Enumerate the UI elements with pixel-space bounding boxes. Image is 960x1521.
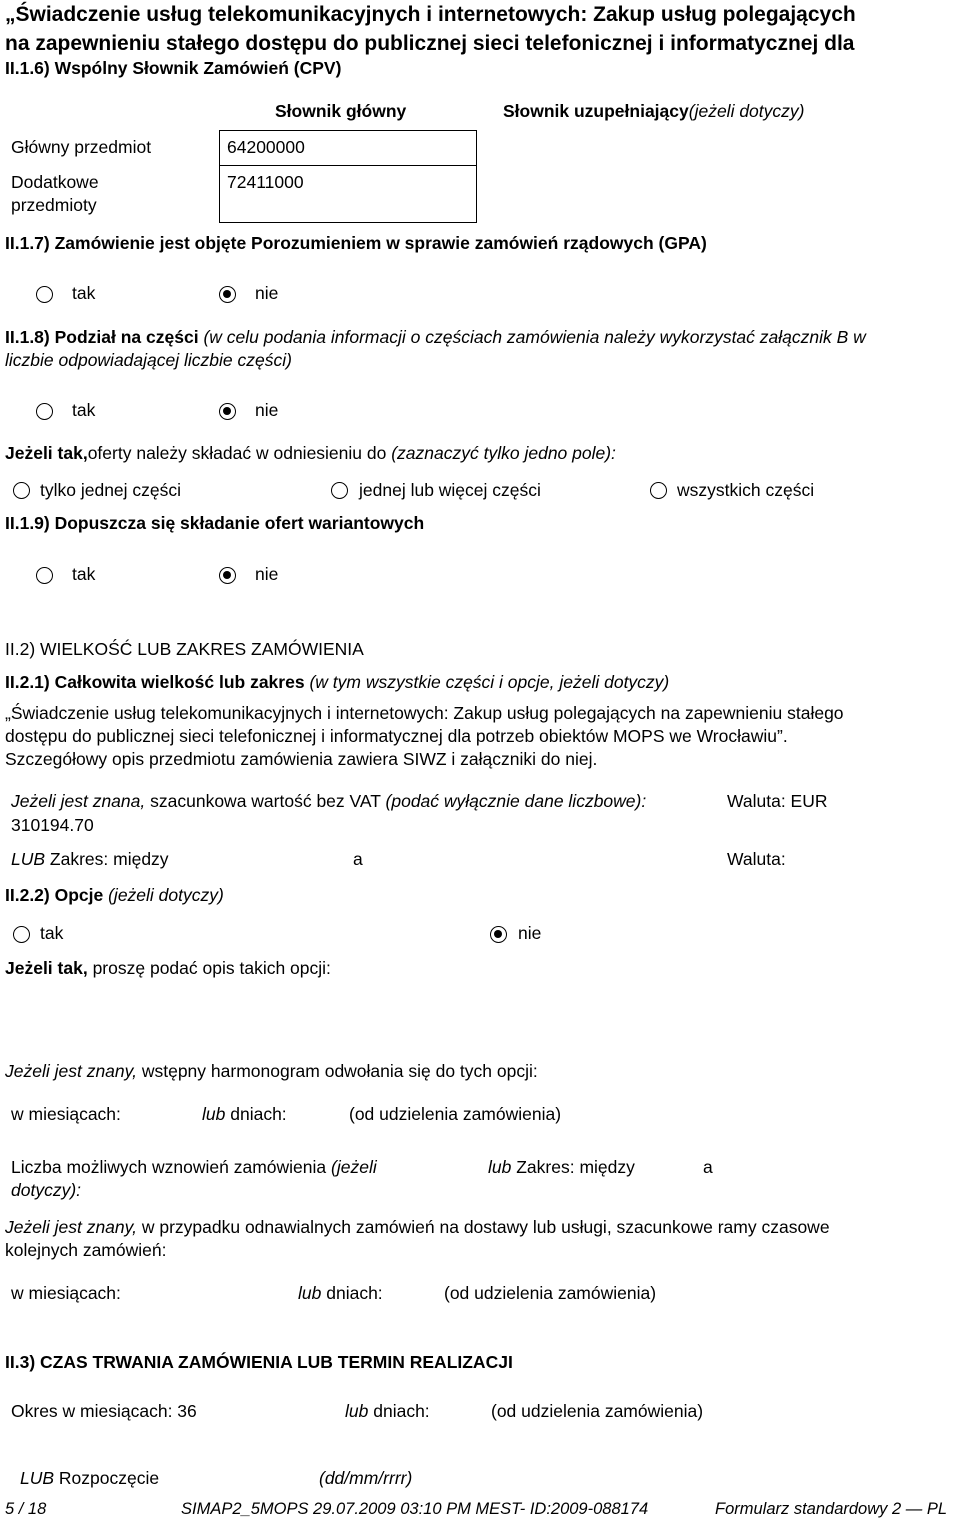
renewals-range-a: a [703, 1157, 713, 1177]
parts-if-yes-text: oferty należy składać w odniesieniu do [87, 443, 387, 463]
schedule-months-label: w miesiącach: [11, 1104, 121, 1124]
duration-start-label: Rozpoczęcie [58, 1468, 160, 1488]
parts-option-one-or-more-radio[interactable] [331, 482, 348, 499]
renewals-range-line [488, 1157, 635, 1178]
scope-estimate-line [11, 791, 646, 812]
scope-estimated-value: 310194.70 [11, 815, 94, 835]
cpv-additional-code-cell [219, 165, 477, 223]
schedule-from-award: (od udzielenia zamówienia) [349, 1104, 562, 1124]
options-no-radio[interactable] [490, 926, 507, 943]
cpv-supplementary-note: (jeżeli dotyczy) [688, 101, 805, 121]
scope-sub-heading-note: (w tym wszystkie części i opcje, jeżeli dotyczy) [309, 672, 670, 692]
options-heading-note: (jeżeli dotyczy) [108, 885, 224, 905]
cpv-main-column-header: Słownik główny [275, 101, 407, 121]
framework-line-2: kolejnych zamówień: [5, 1240, 167, 1260]
framework-if-known: Jeżeli jest znany, [5, 1217, 137, 1237]
parts-if-yes-note: (zaznaczyć tylko jedno pole): [391, 443, 616, 463]
parts-no-radio[interactable] [219, 403, 236, 420]
cpv-supplementary-column-header [503, 101, 804, 122]
renewals-range-or: lub [488, 1157, 512, 1177]
framework-from-award: (od udzielenia zamówienia) [444, 1283, 657, 1303]
framework-text: w przypadku odnawialnych zamówień na dostawy lub usługi, szacunkowe ramy czasowe [141, 1217, 830, 1237]
cpv-supplementary-label: Słownik uzupełniający [503, 101, 689, 121]
schedule-intro-text: wstępny harmonogram odwołania się do tych opcji: [141, 1061, 538, 1081]
gpa-no-radio[interactable] [219, 286, 236, 303]
variants-heading: II.1.9) Dopuszcza się składanie ofert wariantowych [5, 513, 425, 533]
options-if-yes-text: proszę podać opis takich opcji: [92, 958, 331, 978]
gpa-heading: II.1.7) Zamówienie jest objęte Porozumieniem w sprawie zamówień rządowych (GPA) [5, 233, 707, 253]
options-if-yes-bold: Jeżeli tak, [5, 958, 88, 978]
scope-range-currency: Waluta: [727, 849, 786, 869]
parts-yes-label: tak [72, 400, 96, 420]
schedule-intro [5, 1061, 538, 1082]
parts-if-yes-bold: Jeżeli tak, [5, 443, 88, 463]
options-heading [5, 885, 224, 906]
scope-range-a: a [353, 849, 363, 869]
scope-sub-heading-bold: II.2.1) Całkowita wielkość lub zakres [5, 672, 305, 692]
scope-description-line-3: Szczegółowy opis przedmiotu zamówienia zawiera SIWZ i załączniki do niej. [5, 749, 598, 769]
renewals-text: Liczba możliwych wznowień zamówienia [11, 1157, 327, 1177]
cpv-additional-label-2: przedmioty [11, 195, 97, 215]
duration-start-line [20, 1468, 159, 1489]
parts-heading: II.1.8) Podział na części [5, 327, 199, 347]
schedule-days-or: lub [202, 1104, 226, 1124]
scope-estimate-note: (podać wyłącznie dane liczbowe): [385, 791, 647, 811]
duration-start-or: LUB [20, 1468, 55, 1488]
footer-form-name: Formularz standardowy 2 — PL [715, 1500, 948, 1518]
document-title-line-1: „Świadczenie usług telekomunikacyjnych i internetowych: Zakup usług polegających [5, 3, 856, 26]
gpa-yes-label: tak [72, 283, 96, 303]
parts-option-one-radio[interactable] [13, 482, 30, 499]
renewals-line-1 [11, 1157, 377, 1178]
gpa-no-label: nie [255, 283, 279, 303]
parts-no-label: nie [255, 400, 279, 420]
cpv-additional-code: 72411000 [227, 172, 304, 192]
schedule-intro-if-known: Jeżeli jest znany, [5, 1061, 137, 1081]
scope-range-text: Zakres: między [49, 849, 169, 869]
duration-months: Okres w miesiącach: 36 [11, 1401, 197, 1421]
options-yes-radio[interactable] [13, 926, 30, 943]
scope-range-line [11, 849, 169, 870]
duration-start-format: (dd/mm/rrrr) [319, 1468, 413, 1488]
parts-heading-line-1 [5, 327, 866, 348]
scope-estimate-text: szacunkowa wartość bez VAT [150, 791, 381, 811]
cpv-main-object-label: Główny przedmiot [11, 137, 152, 157]
scope-currency: Waluta: EUR [727, 791, 828, 811]
parts-option-all-label: wszystkich części [677, 480, 815, 500]
footer-page-number: 5 / 18 [5, 1500, 47, 1518]
cpv-additional-label-1: Dodatkowe [11, 172, 99, 192]
variants-yes-label: tak [72, 564, 96, 584]
scope-estimate-if-known: Jeżeli jest znana, [11, 791, 146, 811]
parts-note-1: (w celu podania informacji o częściach zamówienia należy wykorzystać załącznik B w [203, 327, 866, 347]
variants-no-radio[interactable] [219, 567, 236, 584]
cpv-main-code: 64200000 [227, 137, 305, 157]
framework-days-line [298, 1283, 383, 1304]
scope-range-or: LUB [11, 849, 46, 869]
scope-sub-heading [5, 672, 669, 693]
parts-option-one-label: tylko jednej części [40, 480, 182, 500]
parts-option-all-radio[interactable] [650, 482, 667, 499]
framework-days-or: lub [298, 1283, 322, 1303]
scope-description-line-2: dostępu do publicznej sieci telefonicznej i informatycznej dla potrzeb obiektów MOPS we Wrocławiu”. [5, 726, 788, 746]
cpv-main-code-cell [219, 130, 477, 166]
schedule-days-line [202, 1104, 287, 1125]
options-yes-label: tak [40, 923, 64, 943]
duration-days-or: lub [345, 1401, 369, 1421]
footer-document-id: SIMAP2_5MOPS 29.07.2009 03:10 PM MEST- ID:2009-088174 [181, 1500, 649, 1518]
cpv-heading: II.1.6) Wspólny Słownik Zamówień (CPV) [5, 58, 342, 78]
document-title-line-2: na zapewnieniu stałego dostępu do publicznej sieci telefonicznej i informatycznej dla [5, 32, 855, 55]
options-no-label: nie [518, 923, 542, 943]
scope-description-line-1: „Świadczenie usług telekomunikacyjnych i internetowych: Zakup usług polegających na zapewnieniu stałego [5, 703, 844, 723]
parts-note-2: liczbie odpowiadającej liczbie części) [5, 350, 292, 370]
renewals-range-text: Zakres: między [516, 1157, 635, 1177]
framework-line-1 [5, 1217, 830, 1238]
duration-from-award: (od udzielenia zamówienia) [491, 1401, 704, 1421]
framework-months-label: w miesiącach: [11, 1283, 121, 1303]
gpa-yes-radio[interactable] [36, 286, 53, 303]
options-if-yes-line [5, 958, 331, 979]
parts-yes-radio[interactable] [36, 403, 53, 420]
parts-option-one-or-more-label: jednej lub więcej części [359, 480, 541, 500]
duration-days-label: dniach: [373, 1401, 430, 1421]
renewals-note-2: dotyczy): [11, 1180, 82, 1200]
parts-if-yes-line [5, 443, 616, 464]
variants-no-label: nie [255, 564, 279, 584]
duration-days-line [345, 1401, 430, 1422]
scope-heading: II.2) WIELKOŚĆ LUB ZAKRES ZAMÓWIENIA [5, 639, 364, 659]
renewals-note: (jeżeli [331, 1157, 377, 1177]
options-heading-bold: II.2.2) Opcje [5, 885, 104, 905]
duration-heading: II.3) CZAS TRWANIA ZAMÓWIENIA LUB TERMIN REALIZACJI [5, 1352, 513, 1372]
variants-yes-radio[interactable] [36, 567, 53, 584]
schedule-days-label: dniach: [230, 1104, 287, 1124]
framework-days-label: dniach: [326, 1283, 383, 1303]
